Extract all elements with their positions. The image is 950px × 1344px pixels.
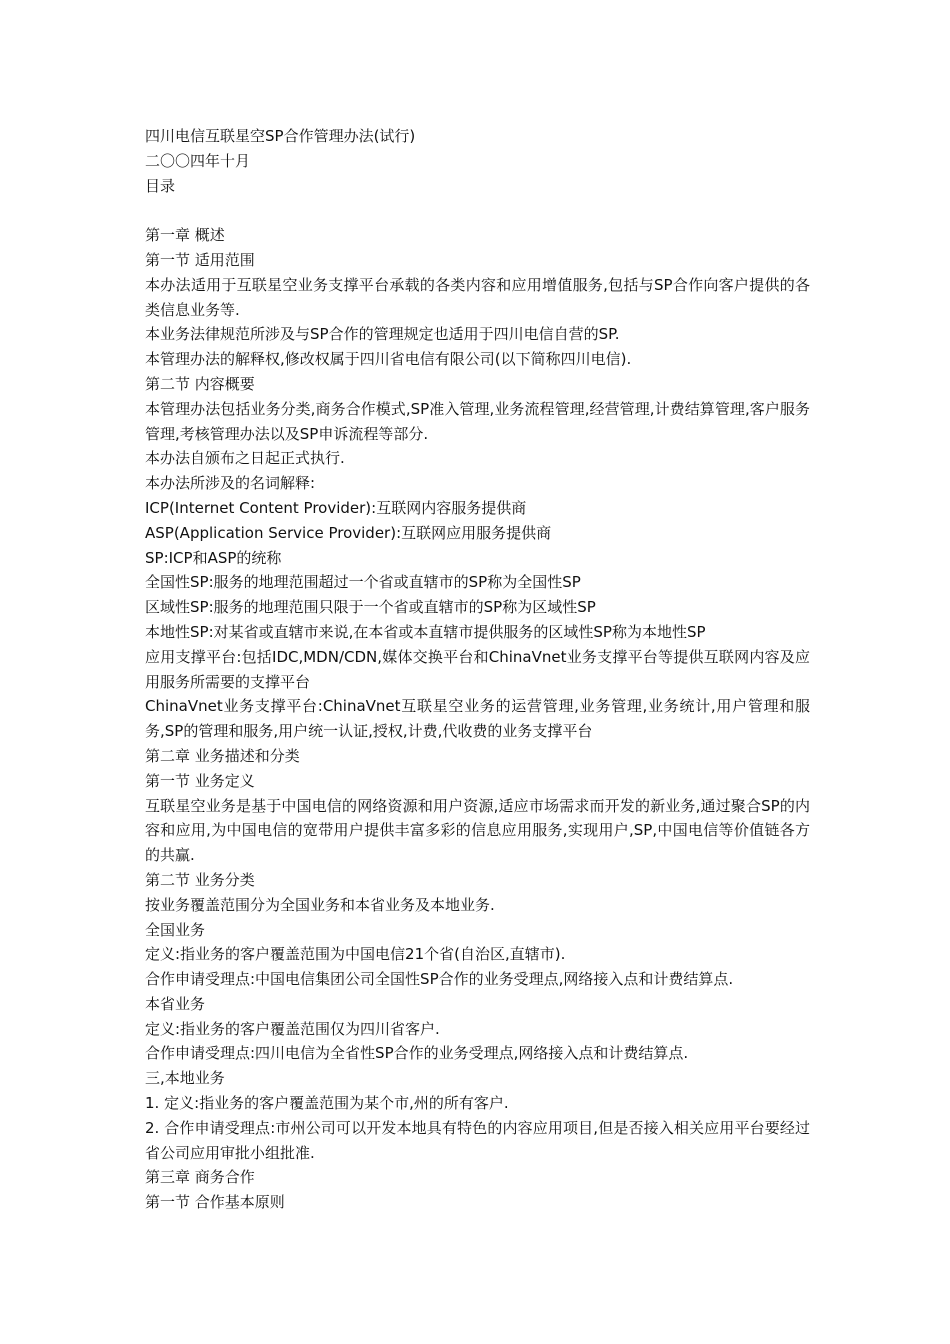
definition-item: SP:ICP和ASP的统称 xyxy=(145,548,282,567)
paragraph: 本办法自颁布之日起正式执行. xyxy=(145,449,345,468)
paragraph: 定义:指业务的客户覆盖范围为中国电信21个省(自治区,直辖市). xyxy=(145,945,566,964)
definition-item: ChinaVnet业务支撑平台:ChinaVnet互联星空业务的运营管理,业务管理,业务统计,用户管理和服务,SP的管理和服务,用户统一认证,授权,计费,代收费的业务支撑平台 xyxy=(145,697,810,741)
document-date: 二〇〇四年十月 xyxy=(145,151,251,170)
document-title: 四川电信互联星空SP合作管理办法(试行) xyxy=(145,127,416,145)
definition-item: 应用支撑平台:包括IDC,MDN/CDN,媒体交换平台和ChinaVnet业务支撑平台等提供互联网内容及应用服务所需要的支撑平台 xyxy=(145,647,810,691)
document-body xyxy=(145,124,810,1215)
paragraph: 本管理办法的解释权,修改权属于四川省电信有限公司(以下简称四川电信). xyxy=(145,350,632,369)
definition-item: ASP(Application Service Provider):互联网应用服务提供商 xyxy=(145,523,552,542)
paragraph: 本办法适用于互联星空业务支撑平台承载的各类内容和应用增值服务,包括与SP合作向客户提供的各类信息业务等. xyxy=(145,275,810,319)
definition-item: ICP(Internet Content Provider):互联网内容服务提供商 xyxy=(145,498,527,517)
paragraph: 按业务覆盖范围分为全国业务和本省业务及本地业务. xyxy=(145,895,495,914)
subsection-heading: 全国业务 xyxy=(145,920,206,939)
paragraph: 合作申请受理点:四川电信为全省性SP合作的业务受理点,网络接入点和计费结算点. xyxy=(145,1044,689,1063)
section-heading: 第一节 合作基本原则 xyxy=(145,1193,285,1212)
paragraph: 合作申请受理点:中国电信集团公司全国性SP合作的业务受理点,网络接入点和计费结算点. xyxy=(145,970,734,989)
section-heading: 第二节 业务分类 xyxy=(145,870,255,889)
subsection-heading: 三,本地业务 xyxy=(145,1069,225,1088)
section-heading: 第二节 内容概要 xyxy=(145,374,255,393)
list-item: 2. 合作申请受理点:市州公司可以开发本地具有特色的内容应用项目,但是否接入相关应用平台要经过省公司应用审批小组批准. xyxy=(145,1118,810,1162)
paragraph: 本办法所涉及的名词解释: xyxy=(145,474,316,493)
paragraph: 本管理办法包括业务分类,商务合作模式,SP准入管理,业务流程管理,经营管理,计费结算管理,客户服务管理,考核管理办法以及SP申诉流程等部分. xyxy=(145,399,810,443)
definition-item: 全国性SP:服务的地理范围超过一个省或直辖市的SP称为全国性SP xyxy=(145,573,581,592)
paragraph: 本业务法律规范所涉及与SP合作的管理规定也适用于四川电信自营的SP. xyxy=(145,325,620,344)
section-heading: 第一节 适用范围 xyxy=(145,250,255,269)
paragraph: 定义:指业务的客户覆盖范围仅为四川省客户. xyxy=(145,1019,440,1038)
toc-heading: 目录 xyxy=(145,176,176,195)
chapter-heading: 第三章 商务合作 xyxy=(145,1168,255,1187)
definition-item: 区域性SP:服务的地理范围只限于一个省或直辖市的SP称为区域性SP xyxy=(145,598,596,617)
subsection-heading: 本省业务 xyxy=(145,994,206,1013)
blank-line xyxy=(145,198,810,223)
chapter-heading: 第二章 业务描述和分类 xyxy=(145,746,300,765)
chapter-heading: 第一章 概述 xyxy=(145,226,225,245)
definition-item: 本地性SP:对某省或直辖市来说,在本省或本直辖市提供服务的区域性SP称为本地性SP xyxy=(145,622,706,641)
paragraph: 互联星空业务是基于中国电信的网络资源和用户资源,适应市场需求而开发的新业务,通过聚合SP的内容和应用,为中国电信的宽带用户提供丰富多彩的信息应用服务,实现用户,SP,中国电信等价值链各方的共赢. xyxy=(145,796,810,865)
list-item: 1. 定义:指业务的客户覆盖范围为某个市,州的所有客户. xyxy=(145,1094,509,1113)
section-heading: 第一节 业务定义 xyxy=(145,771,255,790)
